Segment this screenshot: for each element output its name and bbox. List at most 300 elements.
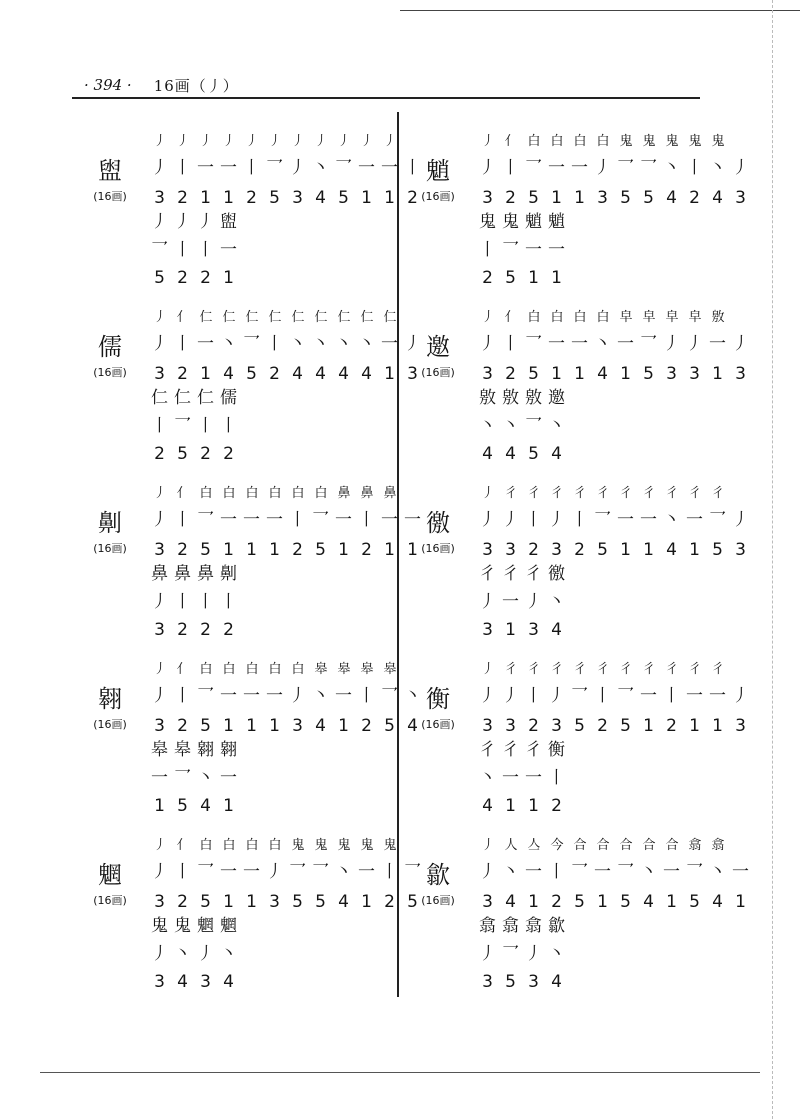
stroke-number: 3: [154, 540, 165, 560]
stroke-number: 5: [407, 892, 418, 912]
stroke-number: 1: [246, 540, 257, 560]
stroke-step: 仁: [222, 310, 235, 325]
stroke-shape-row-continued: [476, 414, 568, 438]
stroke-shape: 乛: [525, 158, 542, 178]
stroke-number: 4: [666, 540, 677, 560]
stroke-shape: 一: [266, 686, 283, 706]
stroke-number: 1: [528, 268, 539, 288]
stroke-shape: 丿: [197, 944, 214, 964]
stroke-number-row: [476, 890, 752, 914]
headword-character: 劓: [98, 509, 122, 537]
stroke-step: 丿: [151, 212, 168, 232]
stroke-shape: 乛: [525, 334, 542, 354]
stroke-shape: 丶: [548, 944, 565, 964]
stroke-shape: 丨: [381, 862, 398, 882]
top-border-line: [400, 10, 800, 11]
stroke-number: 1: [620, 364, 631, 384]
stroke-shape: 丨: [220, 592, 237, 612]
stroke-number-row-continued: [476, 794, 568, 818]
stroke-count-label: (16画): [93, 894, 127, 907]
stroke-shape: 一: [151, 768, 168, 788]
stroke-step: 丿: [314, 134, 327, 149]
stroke-step: 彳: [573, 662, 586, 677]
stroke-number: 1: [689, 540, 700, 560]
stroke-shape: 乛: [289, 862, 306, 882]
stroke-shape: 乛: [381, 686, 398, 706]
stroke-shape: 丨: [289, 510, 306, 530]
stroke-shape: 丿: [525, 944, 542, 964]
stroke-number: 1: [246, 892, 257, 912]
stroke-number: 1: [574, 364, 585, 384]
stroke-shape: 一: [243, 686, 260, 706]
stroke-step: 翕: [525, 916, 542, 936]
character-entry: [78, 838, 421, 1016]
stroke-shape: 丶: [312, 158, 329, 178]
stroke-number: 5: [292, 892, 303, 912]
stroke-step: 丿: [153, 310, 166, 325]
stroke-step: 鬼: [360, 838, 373, 853]
stroke-step: 彳: [642, 486, 655, 501]
stroke-number: 4: [712, 188, 723, 208]
stroke-step: 丿: [481, 662, 494, 677]
stroke-number: 4: [551, 620, 562, 640]
stroke-number: 1: [200, 364, 211, 384]
stroke-step: 丿: [199, 134, 212, 149]
stroke-shape: 丿: [479, 862, 496, 882]
stroke-shape: 一: [640, 510, 657, 530]
stroke-step: 亻: [504, 310, 517, 325]
stroke-shape: 丶: [640, 862, 657, 882]
stroke-shape: 丿: [732, 686, 749, 706]
stroke-step-row: [476, 658, 729, 682]
stroke-step: 彳: [504, 486, 517, 501]
stroke-shape: 丶: [548, 416, 565, 436]
stroke-step: 白: [268, 486, 281, 501]
stroke-step-row-continued: [476, 914, 568, 938]
stroke-number: 4: [292, 364, 303, 384]
stroke-number: 5: [246, 364, 257, 384]
stroke-step-row: [148, 482, 401, 506]
stroke-step: 白: [550, 310, 563, 325]
stroke-number: 3: [597, 188, 608, 208]
stroke-step-row: [476, 130, 729, 154]
stroke-step-row-continued: [476, 386, 568, 410]
stroke-step: 丿: [481, 134, 494, 149]
stroke-shape: 丿: [479, 686, 496, 706]
stroke-number: 3: [528, 620, 539, 640]
stroke-number: 4: [712, 892, 723, 912]
stroke-step: 鬼: [314, 838, 327, 853]
stroke-number: 3: [689, 364, 700, 384]
stroke-shape: 一: [663, 862, 680, 882]
stroke-shape: 一: [525, 240, 542, 260]
stroke-number: 1: [223, 540, 234, 560]
stroke-step: 皁: [642, 310, 655, 325]
stroke-number: 4: [551, 972, 562, 992]
stroke-shape: 丨: [151, 416, 168, 436]
stroke-number: 4: [200, 796, 211, 816]
stroke-shape: 丶: [174, 944, 191, 964]
stroke-shape: 丿: [151, 686, 168, 706]
stroke-shape: 丨: [548, 768, 565, 788]
stroke-step: 鼻: [360, 486, 373, 501]
stroke-step: 丿: [153, 486, 166, 501]
stroke-shape: 一: [220, 510, 237, 530]
header-rule: [72, 97, 700, 99]
stroke-shape: 乛: [312, 510, 329, 530]
stroke-step: 仁: [268, 310, 281, 325]
stroke-shape: 丶: [548, 592, 565, 612]
stroke-shape: 丶: [663, 158, 680, 178]
stroke-step: 皋: [151, 740, 168, 760]
stroke-count-label: (16画): [421, 190, 455, 203]
stroke-shape: 丿: [151, 510, 168, 530]
stroke-step: 亻: [176, 486, 189, 501]
stroke-number: 3: [482, 620, 493, 640]
stroke-step: 仁: [197, 388, 214, 408]
stroke-shape: 一: [617, 334, 634, 354]
character-entry: [78, 662, 421, 840]
stroke-shape: 一: [220, 240, 237, 260]
stroke-step: 彳: [502, 564, 519, 584]
stroke-shape: 丨: [594, 686, 611, 706]
stroke-shape: 乛: [617, 862, 634, 882]
stroke-shape: 一: [548, 158, 565, 178]
stroke-step-row-continued: [148, 914, 240, 938]
stroke-shape: 一: [358, 158, 375, 178]
stroke-number: 4: [551, 444, 562, 464]
stroke-shape: 丶: [479, 416, 496, 436]
headword-character: 徼: [426, 509, 450, 537]
headword-character: 儒: [98, 333, 122, 361]
stroke-number: 2: [177, 716, 188, 736]
stroke-number: 3: [269, 892, 280, 912]
stroke-number: 4: [407, 716, 418, 736]
stroke-shape: 乛: [640, 334, 657, 354]
character-entry: [78, 310, 421, 488]
stroke-shape: 乛: [404, 862, 421, 882]
stroke-step: 丿: [481, 486, 494, 501]
stroke-shape-row-continued: [476, 942, 568, 966]
stroke-number: 1: [528, 892, 539, 912]
stroke-step: 丿: [174, 212, 191, 232]
stroke-shape: 一: [220, 686, 237, 706]
stroke-step: 皁: [665, 310, 678, 325]
stroke-shape: 丨: [174, 240, 191, 260]
stroke-number: 4: [223, 972, 234, 992]
stroke-number: 4: [597, 364, 608, 384]
stroke-number: 2: [407, 188, 418, 208]
stroke-number: 2: [246, 188, 257, 208]
stroke-step: 皁: [619, 310, 632, 325]
character-entry: [406, 486, 749, 664]
stroke-number: 1: [620, 540, 631, 560]
stroke-step: 白: [199, 486, 212, 501]
stroke-number: 5: [574, 892, 585, 912]
stroke-number: 1: [643, 716, 654, 736]
stroke-number: 4: [315, 364, 326, 384]
stroke-shape: 一: [640, 686, 657, 706]
stroke-step: 皋: [314, 662, 327, 677]
stroke-shape: 丨: [174, 510, 191, 530]
stroke-number: 1: [223, 716, 234, 736]
stroke-number: 2: [689, 188, 700, 208]
stroke-count-label: (16画): [93, 542, 127, 555]
stroke-number: 2: [223, 620, 234, 640]
stroke-step: 白: [245, 486, 258, 501]
stroke-number: 3: [292, 188, 303, 208]
stroke-step: 白: [527, 134, 540, 149]
stroke-number: 1: [246, 716, 257, 736]
stroke-step: 鬼: [151, 916, 168, 936]
stroke-number: 5: [643, 188, 654, 208]
stroke-number: 3: [735, 188, 746, 208]
stroke-step: 白: [291, 486, 304, 501]
character-entry: [406, 134, 749, 312]
character-entry: [78, 486, 421, 664]
stroke-shape: 丿: [404, 334, 421, 354]
stroke-step: 鬼: [619, 134, 632, 149]
stroke-step: 敫: [502, 388, 519, 408]
stroke-number: 4: [505, 444, 516, 464]
stroke-step: 鬼: [665, 134, 678, 149]
stroke-number-row: [148, 186, 424, 210]
stroke-number: 1: [223, 796, 234, 816]
stroke-number: 1: [551, 188, 562, 208]
stroke-step: 皁: [688, 310, 701, 325]
stroke-step: 白: [291, 662, 304, 677]
stroke-number: 2: [597, 716, 608, 736]
stroke-step: 合: [573, 838, 586, 853]
stroke-shape: 一: [243, 862, 260, 882]
stroke-step: 白: [245, 838, 258, 853]
stroke-shape: 乛: [686, 862, 703, 882]
stroke-number: 2: [666, 716, 677, 736]
stroke-step-row-continued: [476, 210, 568, 234]
stroke-shape: 一: [358, 862, 375, 882]
stroke-step: 白: [199, 662, 212, 677]
headword-character: 翱: [98, 685, 122, 713]
stroke-step: 彳: [479, 740, 496, 760]
stroke-step: 彳: [688, 662, 701, 677]
stroke-number: 1: [200, 188, 211, 208]
stroke-shape-row: [148, 860, 424, 884]
stroke-shape: 丨: [525, 686, 542, 706]
stroke-shape: 丿: [594, 158, 611, 178]
stroke-step: 鬼: [688, 134, 701, 149]
stroke-number: 5: [200, 540, 211, 560]
stroke-step: 合: [619, 838, 632, 853]
stroke-number: 3: [200, 972, 211, 992]
stroke-shape: 一: [686, 510, 703, 530]
stroke-number: 5: [620, 716, 631, 736]
stroke-step: 鬼: [711, 134, 724, 149]
stroke-number: 3: [154, 972, 165, 992]
stroke-number: 3: [735, 364, 746, 384]
stroke-number: 3: [505, 540, 516, 560]
stroke-number-row-continued: [476, 970, 568, 994]
stroke-shape: 一: [381, 334, 398, 354]
stroke-number: 4: [666, 188, 677, 208]
stroke-number: 1: [361, 892, 372, 912]
stroke-shape: 一: [335, 686, 352, 706]
stroke-shape: 丨: [174, 158, 191, 178]
stroke-number: 5: [177, 444, 188, 464]
stroke-shape: 乛: [617, 686, 634, 706]
stroke-number-row-continued: [476, 266, 568, 290]
headword-character: 衡: [426, 685, 450, 713]
stroke-number: 2: [574, 540, 585, 560]
stroke-step: 白: [199, 838, 212, 853]
stroke-shape: 乛: [266, 158, 283, 178]
stroke-shape: 丶: [312, 686, 329, 706]
stroke-step: 白: [573, 310, 586, 325]
stroke-step: 丿: [176, 134, 189, 149]
stroke-number: 3: [154, 892, 165, 912]
stroke-number: 3: [154, 716, 165, 736]
stroke-shape: 丨: [571, 510, 588, 530]
stroke-shape: 丿: [151, 862, 168, 882]
stroke-step: 白: [268, 662, 281, 677]
stroke-step: 丿: [222, 134, 235, 149]
stroke-shape: 一: [220, 158, 237, 178]
stroke-number-row-continued: [148, 442, 240, 466]
stroke-number: 1: [384, 364, 395, 384]
stroke-shape: 丶: [663, 510, 680, 530]
page-header: [84, 74, 239, 96]
stroke-number: 2: [200, 620, 211, 640]
stroke-step: 翕: [479, 916, 496, 936]
stroke-number: 5: [528, 188, 539, 208]
stroke-shape: 丿: [151, 158, 168, 178]
stroke-shape: 一: [571, 334, 588, 354]
stroke-number: 5: [643, 364, 654, 384]
character-entry: [406, 310, 749, 488]
stroke-shape: 丿: [525, 592, 542, 612]
stroke-number: 5: [597, 540, 608, 560]
stroke-number: 2: [200, 268, 211, 288]
stroke-step-row-continued: [476, 738, 568, 762]
stroke-step: 魍: [220, 916, 237, 936]
stroke-shape: 乛: [174, 416, 191, 436]
stroke-number: 2: [177, 188, 188, 208]
stroke-step: 歙: [548, 916, 565, 936]
stroke-number: 5: [200, 716, 211, 736]
headword-character: 盥: [98, 157, 122, 185]
stroke-step: 衡: [548, 740, 565, 760]
stroke-step: 合: [642, 838, 655, 853]
stroke-shape: 丿: [502, 510, 519, 530]
stroke-shape: 一: [732, 862, 749, 882]
stroke-step-row-continued: [148, 386, 240, 410]
stroke-number-row: [148, 714, 424, 738]
stroke-step: 仁: [174, 388, 191, 408]
stroke-step: 鬼: [502, 212, 519, 232]
stroke-shape: 一: [266, 510, 283, 530]
stroke-number: 4: [315, 716, 326, 736]
stroke-step: 鬼: [642, 134, 655, 149]
stroke-shape: 丨: [197, 240, 214, 260]
stroke-number: 1: [384, 188, 395, 208]
stroke-shape: 乛: [502, 944, 519, 964]
stroke-step: 白: [573, 134, 586, 149]
stroke-shape: 一: [197, 334, 214, 354]
stroke-step: 彳: [642, 662, 655, 677]
stroke-shape: 丿: [266, 862, 283, 882]
stroke-number-row-continued: [148, 618, 240, 642]
stroke-number: 5: [574, 716, 585, 736]
stroke-step-row: [476, 834, 729, 858]
stroke-number: 4: [177, 972, 188, 992]
stroke-number: 3: [735, 540, 746, 560]
stroke-step-row: [148, 130, 401, 154]
stroke-shape: 丿: [502, 686, 519, 706]
stroke-number: 3: [154, 188, 165, 208]
stroke-shape: 丨: [479, 240, 496, 260]
character-entry: [406, 838, 749, 1016]
stroke-number: 2: [177, 268, 188, 288]
stroke-step: 丿: [360, 134, 373, 149]
stroke-step: 邀: [548, 388, 565, 408]
stroke-number: 2: [482, 268, 493, 288]
stroke-shape-row: [148, 332, 424, 356]
stroke-step: 彳: [619, 486, 632, 501]
stroke-step: 翱: [197, 740, 214, 760]
stroke-number: 5: [528, 444, 539, 464]
stroke-step: 皋: [174, 740, 191, 760]
stroke-step: 彳: [596, 486, 609, 501]
stroke-number: 2: [177, 892, 188, 912]
stroke-shape: 丶: [335, 862, 352, 882]
stroke-number: 2: [551, 892, 562, 912]
stroke-step: 亻: [176, 838, 189, 853]
character-entry: [78, 134, 421, 312]
stroke-shape-row-continued: [476, 766, 568, 790]
stroke-shape: 一: [381, 158, 398, 178]
stroke-step: 白: [222, 838, 235, 853]
stroke-number: 3: [528, 972, 539, 992]
stroke-step: 仁: [314, 310, 327, 325]
stroke-step: 彳: [665, 486, 678, 501]
stroke-shape: 丶: [197, 768, 214, 788]
stroke-shape: 一: [243, 510, 260, 530]
stroke-number: 3: [154, 620, 165, 640]
stroke-shape: 丿: [289, 158, 306, 178]
stroke-step: 彳: [502, 740, 519, 760]
stroke-shape: 丨: [197, 416, 214, 436]
stroke-number: 1: [154, 796, 165, 816]
stroke-shape-row: [148, 684, 424, 708]
stroke-step-row-continued: [148, 738, 240, 762]
stroke-step: 白: [314, 486, 327, 501]
headword-character: 邀: [426, 333, 450, 361]
stroke-number: 1: [712, 364, 723, 384]
stroke-number: 2: [177, 364, 188, 384]
stroke-shape: 乛: [709, 510, 726, 530]
stroke-step: 彳: [504, 662, 517, 677]
stroke-shape: 乛: [594, 510, 611, 530]
stroke-shape: 丨: [525, 510, 542, 530]
stroke-step: 丿: [481, 838, 494, 853]
stroke-step: 白: [222, 486, 235, 501]
stroke-step: 敫: [711, 310, 724, 325]
stroke-shape: 丿: [151, 944, 168, 964]
stroke-number: 5: [620, 188, 631, 208]
stroke-step-row: [148, 834, 401, 858]
stroke-step: 皋: [360, 662, 373, 677]
stroke-number: 3: [482, 892, 493, 912]
stroke-step: 彳: [525, 740, 542, 760]
